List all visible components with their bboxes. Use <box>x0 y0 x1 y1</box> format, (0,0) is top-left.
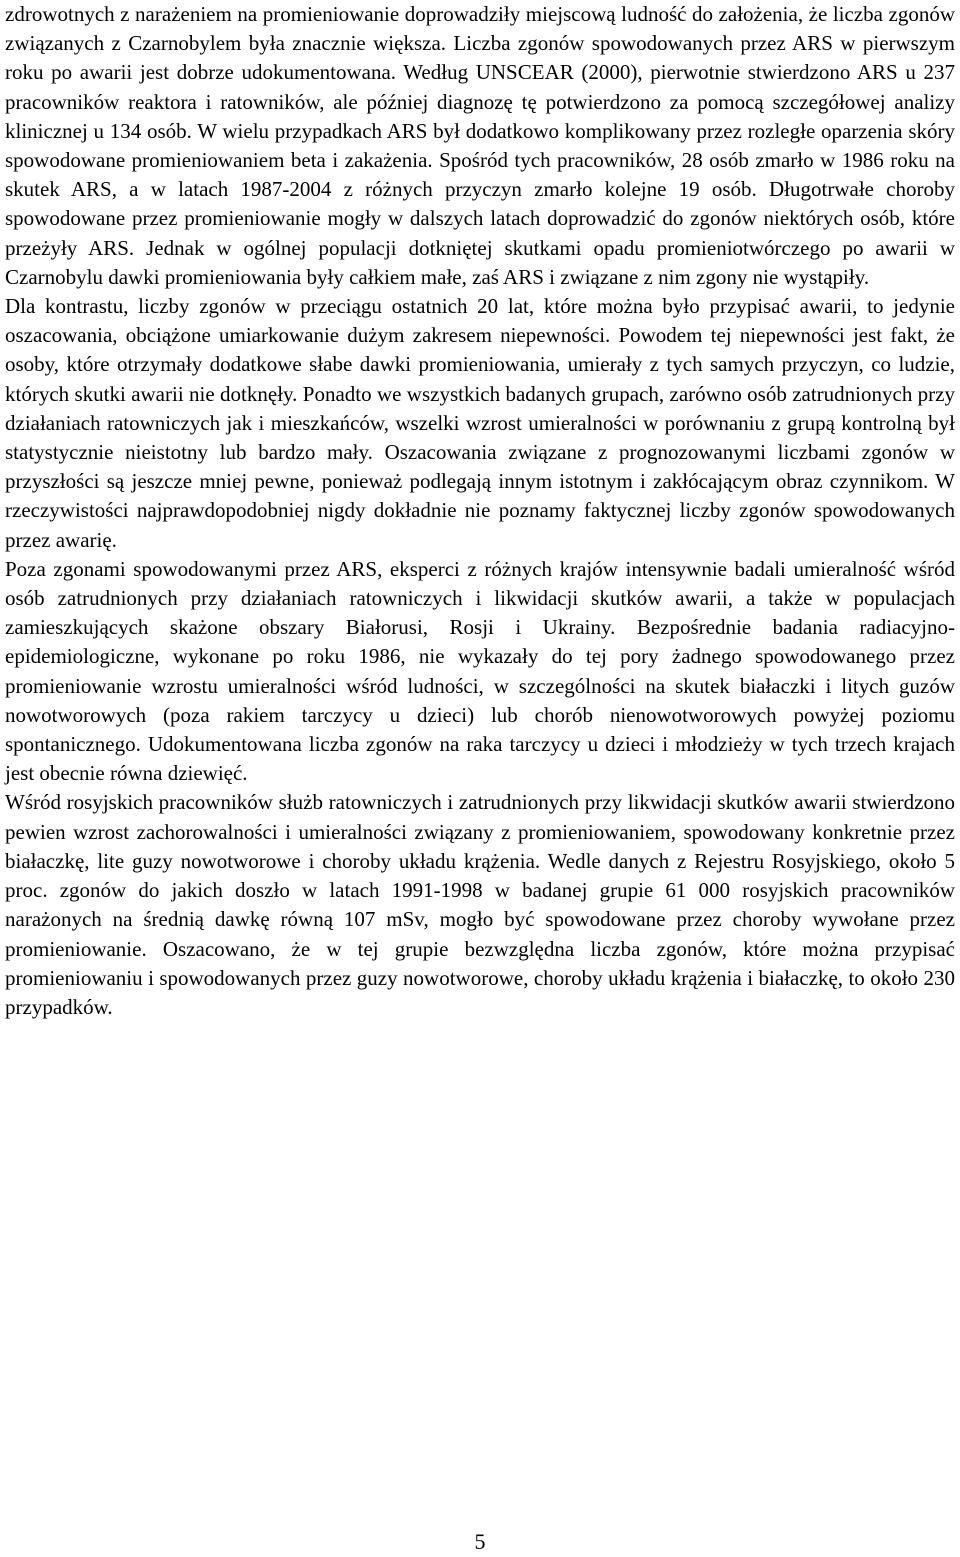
paragraph-uncertainty: Dla kontrastu, liczby zgonów w przeciągu ostatnich 20 lat, które można było przypisać awarii, to jedynie oszacowania, obciążone umiarkowanie dużym zakresem niepewności. Powodem tej niepewności jest fakt, że osoby, które otrzymały dodatkowe słabe dawki promieniowania, umierały z tych samych przyczyn, co ludzie, których skutki awarii nie dotknęły. Ponadto we wszystkich badanych grupach, zarówno osób zatrudnionych przy działaniach ratowniczych jak i mieszkańców, wszelki wzrost umieralności w porównaniu z grupą kontrolną był statystycznie nieistotny lub bardzo mały. Oszacowania związane z prognozowanymi liczbami zgonów w przyszłości są jeszcze mniej pewne, ponieważ podlegają innym istotnym i zakłócającym obraz czynnikom. W rzeczywistości najprawdopodobniej nigdy dokładnie nie poznamy faktycznej liczby zgonów spowodowanych przez awarię. <box>5 294 955 552</box>
paragraph-ars-deaths: zdrowotnych z narażeniem na promieniowanie doprowadziły miejscową ludność do założenia, że liczba zgonów związanych z Czarnobylem była znacznie większa. Liczba zgonów spowodowanych przez ARS w pierwszym roku po awarii jest dobrze udokumentowana. Według UNSCEAR (2000), pierwotnie stwierdzono ARS u 237 pracowników reaktora i ratowników, ale później diagnozę tę potwierdzono za pomocą szczegółowej analizy klinicznej u 134 osób. W wielu przypadkach ARS był dodatkowo komplikowany przez rozległe oparzenia skóry spowodowane promieniowaniem beta i zakażenia. Spośród tych pracowników, 28 osób zmarło w 1986 roku na skutek ARS, a w latach 1987-2004 z różnych przyczyn zmarło kolejne 19 osób. Długotrwałe choroby spowodowane przez promieniowanie mogły w dalszych latach doprowadzić do zgonów niektórych osób, które przeżyły ARS. Jednak w ogólnej populacji dotkniętej skutkami opadu promieniotwórczego po awarii w Czarnobylu dawki promieniowania były całkiem małe, zaś ARS i związane z nim zgony nie wystąpiły. <box>5 2 955 289</box>
paragraph-mortality-studies: Poza zgonami spowodowanymi przez ARS, eksperci z różnych krajów intensywnie badali umieralność wśród osób zatrudnionych przy działaniach ratowniczych i likwidacji skutków awarii, a także w populacjach zamieszkujących skażone obszary Białorusi, Rosji i Ukrainy. Bezpośrednie badania radiacyjno-epidemiologiczne, wykonane po roku 1986, nie wykazały do tej pory żadnego spowodowanego przez promieniowanie wzrostu umieralności wśród ludności, w szczególności na skutek białaczki i litych guzów nowotworowych (poza rakiem tarczycy u dzieci) lub chorób nienowotworowych powyżej poziomu spontanicznego. Udokumentowana liczba zgonów na raka tarczycy u dzieci i młodzieży w tych trzech krajach jest obecnie równa dziewięć. <box>5 556 955 786</box>
document-body <box>5 0 955 1022</box>
page-number: 5 <box>474 1529 486 1554</box>
paragraph-russian-workers: Wśród rosyjskich pracowników służb ratowniczych i zatrudnionych przy likwidacji skutków awarii stwierdzono pewien wzrost zachorowalności i umieralności związany z promieniowaniem, spowodowany konkretnie przez białaczkę, lite guzy nowotworowe i choroby układu krążenia. Wedle danych z Rejestru Rosyjskiego, około 5 proc. zgonów do jakich doszło w latach 1991-1998 w badanej grupie 61 000 rosyjskich pracowników narażonych na średnią dawkę równą 107 mSv, mogło być spowodowane przez choroby wywołane przez promieniowanie. Oszacowano, że w tej grupie bezwzględna liczba zgonów, które można przypisać promieniowaniu i spowodowanych przez guzy nowotworowe, choroby układu krążenia i białaczkę, to około 230 przypadków. <box>5 790 955 1019</box>
